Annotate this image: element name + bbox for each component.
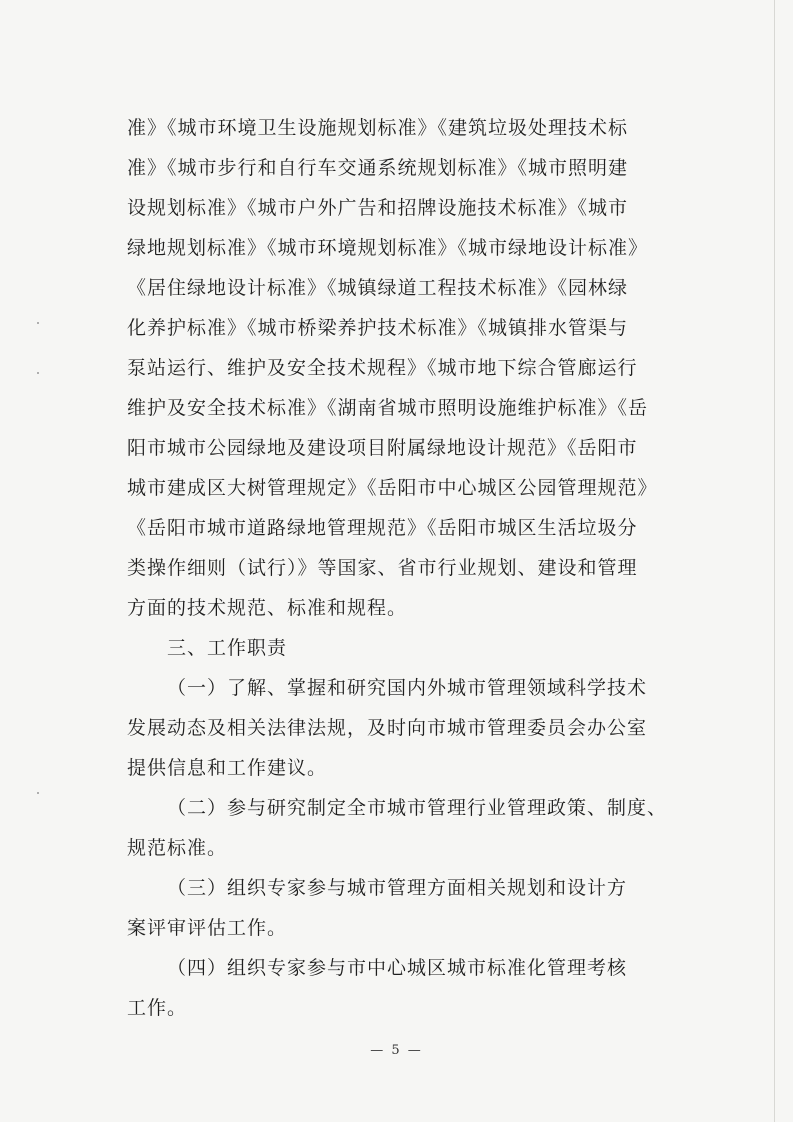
duty-line: 规范标准。 (127, 837, 228, 859)
section-heading: 三、工作职责 (167, 637, 288, 659)
duty-first-line: （四）组织专家参与市中心城区城市标准化管理考核 (167, 957, 628, 979)
text-line: 准》《城市步行和自行车交通系统规划标准》《城市照明建 (127, 157, 629, 179)
duty-line: 提供信息和工作建议。 (127, 757, 328, 779)
text-line: 化养护标准》《城市桥梁养护技术标准》《城镇排水管渠与 (127, 317, 629, 339)
duty-line: 案评审评估工作。 (127, 917, 288, 939)
text-line: 《居住绿地设计标准》《城镇绿道工程技术标准》《园林绿 (127, 277, 629, 299)
text-line: 设规划标准》《城市户外广告和招牌设施技术标准》《城市 (127, 197, 629, 219)
text-line: 类操作细则（试行）》等国家、省市行业规划、建设和管理 (127, 557, 638, 579)
text-line: 准》《城市环境卫生设施规划标准》《建筑垃圾处理技术标 (127, 117, 629, 139)
scan-edge-line (774, 0, 775, 1122)
duty-line: 工作。 (127, 997, 188, 1019)
text-line: 城市建成区大树管理规定》《岳阳市中心城区公园管理规范》 (127, 477, 658, 499)
text-line: 绿地规划标准》《城市环境规划标准》《城市绿地设计标准》 (127, 237, 649, 259)
text-line: 泵站运行、维护及安全技术规程》《城市地下综合管廊运行 (127, 357, 638, 379)
duty-first-line: （三）组织专家参与城市管理方面相关规划和设计方 (167, 877, 628, 899)
duty-first-line: （一）了解、掌握和研究国内外城市管理领域科学技术 (167, 677, 648, 699)
duty-line: 发展动态及相关法律法规，及时向市城市管理委员会办公室 (127, 717, 648, 739)
scan-speck (37, 322, 39, 324)
text-line: 阳市城市公园绿地及建设项目附属绿地设计规范》《岳阳市 (127, 437, 638, 459)
page-number: — 5 — (370, 1043, 423, 1058)
text-line: 《岳阳市城市道路绿地管理规范》《岳阳市城区生活垃圾分 (127, 517, 638, 539)
scan-speck (37, 372, 39, 374)
text-line: 方面的技术规范、标准和规程。 (127, 597, 408, 619)
scan-speck (37, 792, 39, 794)
duty-first-line: （二）参与研究制定全市城市管理行业管理政策、制度、 (167, 797, 668, 819)
text-line: 维护及安全技术标准》《湖南省城市照明设施维护标准》《岳 (127, 397, 649, 419)
document-body (127, 108, 667, 1028)
